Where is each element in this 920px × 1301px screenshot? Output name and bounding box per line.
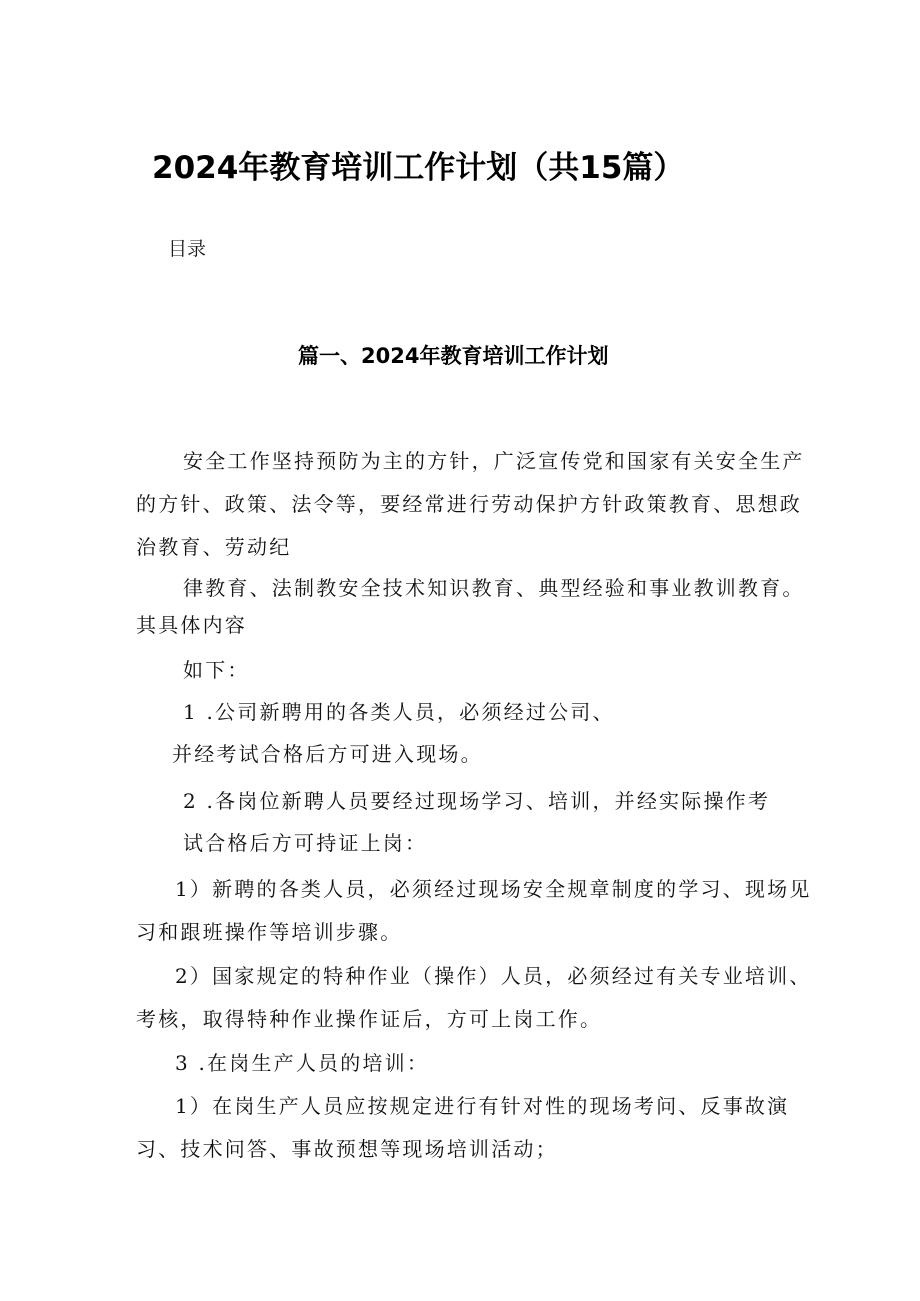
list-item: 1）新聘的各类人员，必须经过现场安全规章制度的学习、现场见 [175,877,812,901]
list-item: 1 .公司新聘用的各类人员，必须经过公司、 [183,700,615,724]
document-title: 2024年教育培训工作计划（共15篇） [152,150,685,186]
table-of-contents-label: 目录 [168,238,207,260]
paragraph-line: 的方针、政策、法令等，要经常进行劳动保护方针政策教育、思想政 [136,492,802,516]
paragraph-line: 习、技术问答、事故预想等现场培训活动； [136,1137,558,1161]
list-item: 2）国家规定的特种作业（操作）人员，必须经过有关专业培训、 [175,964,812,988]
section-heading: 篇一、2024年教育培训工作计划 [298,344,609,368]
list-item: 3 .在岗生产人员的培训： [175,1051,430,1075]
paragraph-line: 如下： [183,658,250,682]
paragraph-line: 习和跟班操作等培训步骤。 [136,920,403,944]
paragraph-line: 并经考试合格后方可进入现场。 [172,742,483,766]
paragraph-line: 考核，取得特种作业操作证后，方可上岗工作。 [136,1007,603,1031]
paragraph-line: 治教育、劳动纪 [136,535,292,559]
paragraph-line: 其具体内容 [136,613,247,637]
list-item: 1）在岗生产人员应按规定进行有针对性的现场考问、反事故演 [175,1094,790,1118]
paragraph-line: 试合格后方可持证上岗： [183,831,428,855]
paragraph-line: 律教育、法制教安全技术知识教育、典型经验和事业教训教育。 [183,576,805,600]
paragraph-line: 安全工作坚持预防为主的方针，广泛宣传党和国家有关安全生产 [183,449,805,473]
list-item: 2 .各岗位新聘人员要经过现场学习、培训，并经实际操作考 [183,789,771,813]
